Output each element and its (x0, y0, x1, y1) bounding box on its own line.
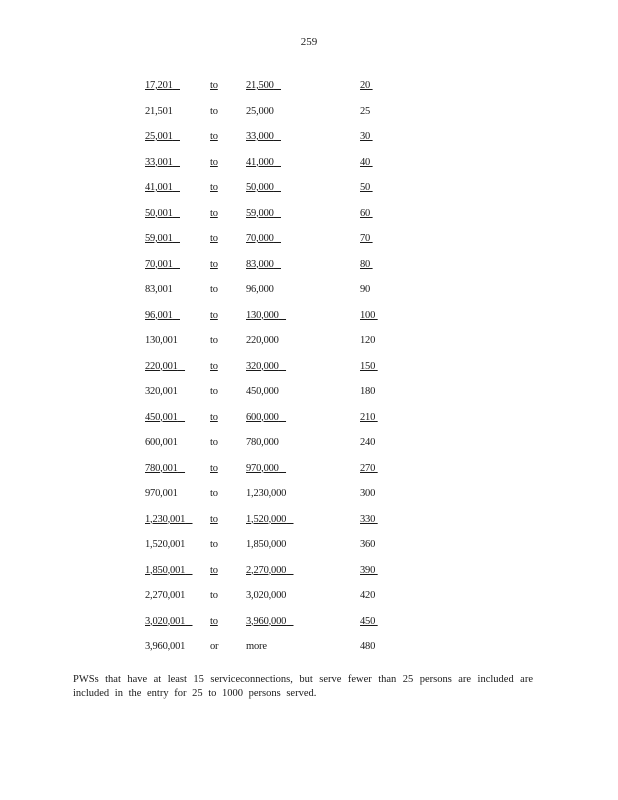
range-to: 970,000 (246, 462, 279, 474)
range-separator: to (210, 615, 218, 627)
range-value: 240 (360, 437, 376, 448)
range-value: 480 (360, 641, 376, 652)
range-value: 390 (360, 564, 376, 576)
range-from: 70,001 (145, 258, 173, 270)
range-from: 220,001 (145, 360, 178, 372)
range-from: 600,001 (145, 437, 178, 448)
range-value: 330 (360, 513, 376, 525)
range-to: 1,850,000 (246, 539, 287, 550)
range-from: 1,230,001 (145, 513, 186, 525)
footnote: PWSs that have at least 15 serviceconnections, but serve fewer than 25 persons are included are included in the entry for 25 to 1000 persons served. (73, 674, 533, 699)
range-value: 25 (360, 105, 371, 117)
table-row (0, 434, 618, 460)
table-row (0, 511, 618, 537)
range-separator: to (210, 539, 218, 550)
range-value: 80 (360, 258, 371, 270)
range-value: 300 (360, 488, 376, 499)
table-row (0, 103, 618, 129)
range-separator: to (210, 488, 218, 499)
range-from: 50,001 (145, 207, 173, 219)
range-from: 780,001 (145, 462, 178, 474)
range-to: 41,000 (246, 156, 274, 168)
range-to: 3,020,000 (246, 590, 287, 601)
table-row (0, 77, 618, 103)
range-from: 96,001 (145, 309, 173, 321)
range-to: 780,000 (246, 437, 279, 448)
table-row (0, 383, 618, 409)
table-row (0, 358, 618, 384)
range-separator: to (210, 105, 218, 117)
range-to: 1,520,000 (246, 513, 287, 525)
range-from: 320,001 (145, 386, 178, 397)
range-to: 70,000 (246, 233, 274, 244)
range-separator: to (210, 80, 218, 91)
range-value: 60 (360, 207, 371, 219)
range-to: 2,270,000 (246, 564, 287, 576)
range-separator: to (210, 258, 218, 270)
population-range-table (0, 77, 618, 664)
range-from: 25,001 (145, 131, 173, 142)
table-row (0, 460, 618, 486)
range-from: 970,001 (145, 488, 178, 499)
range-separator: to (210, 182, 218, 193)
table-row (0, 281, 618, 307)
range-separator: or (210, 641, 219, 652)
range-value: 270 (360, 462, 376, 474)
range-value: 30 (360, 131, 371, 142)
range-from: 1,520,001 (145, 539, 186, 550)
table-row (0, 256, 618, 282)
range-value: 120 (360, 335, 376, 346)
range-separator: to (210, 386, 218, 397)
range-separator: to (210, 590, 218, 601)
range-from: 33,001 (145, 156, 173, 168)
table-row (0, 332, 618, 358)
range-value: 20 (360, 80, 371, 91)
range-separator: to (210, 284, 218, 295)
range-value: 50 (360, 182, 371, 193)
range-to: 130,000 (246, 309, 279, 321)
range-to: 450,000 (246, 386, 279, 397)
range-to: 1,230,000 (246, 488, 287, 499)
range-to: 50,000 (246, 182, 274, 193)
range-separator: to (210, 437, 218, 448)
range-separator: to (210, 462, 218, 474)
table-row (0, 536, 618, 562)
range-separator: to (210, 207, 218, 219)
table-row (0, 128, 618, 154)
range-value: 100 (360, 309, 376, 321)
range-separator: to (210, 564, 218, 576)
range-from: 41,001 (145, 182, 173, 193)
range-value: 40 (360, 156, 371, 168)
range-to: 320,000 (246, 360, 279, 372)
range-from: 83,001 (145, 284, 173, 295)
range-to: 3,960,000 (246, 615, 287, 627)
range-to: 33,000 (246, 131, 274, 142)
table-row (0, 307, 618, 333)
range-value: 180 (360, 386, 376, 397)
range-separator: to (210, 335, 218, 346)
range-to: 83,000 (246, 258, 274, 270)
range-from: 1,850,001 (145, 564, 186, 576)
range-from: 59,001 (145, 233, 173, 244)
table-row (0, 587, 618, 613)
range-value: 90 (360, 284, 371, 295)
range-to: 21,500 (246, 80, 274, 91)
range-value: 360 (360, 539, 376, 550)
table-row (0, 638, 618, 664)
range-value: 70 (360, 233, 371, 244)
range-from: 21,501 (145, 105, 173, 117)
table-row (0, 562, 618, 588)
range-from: 2,270,001 (145, 590, 186, 601)
page-number: 259 (300, 36, 318, 48)
range-from: 17,201 (145, 80, 173, 91)
range-to: 96,000 (246, 284, 274, 295)
range-to: 59,000 (246, 207, 274, 219)
range-to: 220,000 (246, 335, 279, 346)
range-separator: to (210, 131, 218, 142)
range-separator: to (210, 156, 218, 168)
table-row (0, 409, 618, 435)
range-to: 25,000 (246, 105, 274, 117)
range-from: 3,960,001 (145, 641, 186, 652)
range-value: 150 (360, 360, 376, 372)
range-separator: to (210, 360, 218, 372)
range-value: 450 (360, 615, 376, 627)
range-to: 600,000 (246, 411, 279, 423)
range-value: 420 (360, 590, 376, 601)
range-value: 210 (360, 411, 376, 423)
range-separator: to (210, 309, 218, 321)
range-to: more (246, 641, 267, 652)
range-from: 450,001 (145, 411, 178, 423)
table-row (0, 485, 618, 511)
range-from: 130,001 (145, 335, 178, 346)
table-row (0, 230, 618, 256)
range-separator: to (210, 513, 218, 525)
table-row (0, 179, 618, 205)
table-row (0, 154, 618, 180)
table-row (0, 613, 618, 639)
range-separator: to (210, 233, 218, 244)
range-separator: to (210, 411, 218, 423)
table-row (0, 205, 618, 231)
range-from: 3,020,001 (145, 615, 186, 627)
